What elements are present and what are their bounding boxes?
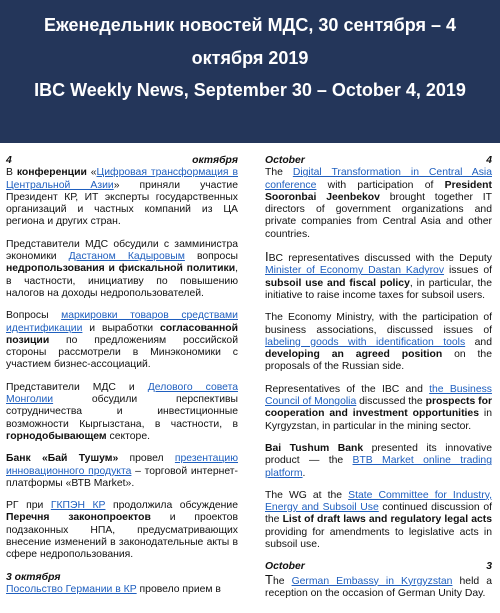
news-item: IBC representatives discussed with the Deputy Minister of Economy Dastan Kadyrov issues of subsoil use and fiscal policy, in particular, the initiative to raise income taxes for subsoil users. (265, 249, 492, 301)
date-heading (265, 155, 492, 167)
date-day: 4 (6, 155, 12, 166)
news-link[interactable]: the Business Council of Mongolia (265, 383, 492, 408)
date-heading (6, 155, 238, 167)
news-item: The Economy Ministry, with the participation of business associations, discussed issues of labeling goods with identification tools and developing an agreed position on the proposals of the Russian side. (265, 312, 492, 373)
title-ru-line1: Еженедельник новостей МДС, 30 сентября – 4 (43, 15, 457, 35)
news-item: Вопросы маркировки товаров средствами идентификации и выработки согласованной позиции по предложениям российской стороны рассмотрели в Минэкономики с участием бизнес-ассоциаций. (6, 310, 238, 371)
news-link[interactable]: Цифровая трансформация в Центральной Азии (6, 167, 238, 191)
news-link[interactable]: презентацию инновационного продукта (6, 453, 238, 477)
news-item: В конференции «Цифровая трансформация в Центральной Азии» приняли участие Президент КР, ИТ эксперты государственных организаций и частных компаний из ЦА региона и других стран. (6, 167, 238, 228)
news-link[interactable]: State Committee for Industry, Energy and Subsoil Use (265, 489, 493, 514)
news-item: The WG at the State Committee for Industry, Energy and Subsoil Use continued discussion of the List of draft laws and regulatory legal acts providing for amendments to legislative acts in subsoil use. (265, 489, 493, 551)
news-link[interactable]: ГКПЭН КР (50, 500, 106, 512)
date-month: October (265, 155, 305, 166)
news-link[interactable]: Посольство Германии в КР (6, 583, 137, 595)
news-item: РГ при ГКПЭН КР продолжила обсуждение Перечня законопроектов и проектов подзаконных НПА, предусматривающих внесение изменений в законодательные акты в сфере недропользования. (6, 500, 238, 561)
news-item: The Digital Transformation in Central Asia conference with participation of President Sooronbai Jeenbekov brought together IT directors of government organizations and private companies from Central Asia and other countries. (265, 167, 492, 240)
date-heading (265, 561, 492, 573)
news-item: Представители МДС и Делового совета Монголии обсудили перспективы сотрудничества и инвестиционные возможности Кыргызстана, в частности, в горнодобывающем секторе. (6, 381, 239, 442)
header-banner (0, 0, 500, 143)
english-column (265, 155, 492, 610)
title-ru-line2: октября 2019 (191, 48, 309, 68)
news-item: Банк «Бай Тушум» провел презентацию инновационного продукта – торговой интернет-платформы «ВТВ Market». (6, 453, 238, 489)
news-link[interactable]: labeling goods with identification tools (265, 336, 466, 348)
news-item: Представители МДС обсудили с замминистра экономики Дастаном Кадыровым вопросы недропользования и фискальной политики, в частности, инициативу по повышению налогов на доходы недропользователей. (6, 238, 238, 299)
news-item: The German Embassy in Kyrgyzstan held a reception on the occasion of German Unity Day. (265, 571, 492, 599)
date-day: 3 (486, 561, 492, 573)
date-heading: 3 октября (6, 571, 61, 583)
news-item: Representatives of the IBC and the Business Council of Mongolia discussed the prospects for cooperation and investment opportunities in Kyrgyzstan, in particular in the mining sector. (265, 383, 492, 432)
news-link[interactable]: Делового совета Монголии (6, 381, 239, 406)
title-en: IBC Weekly News, September 30 – October 4, 2019 (34, 80, 466, 100)
news-link[interactable]: маркировки товаров средствами идентификации (6, 310, 238, 334)
news-link[interactable]: Digital Transformation in Central Asia conference (265, 167, 492, 191)
news-link[interactable]: German Embassy in Kyrgyzstan (291, 575, 453, 587)
date-month: October (265, 561, 305, 573)
news-link[interactable]: BTB Market online trading platform (265, 455, 492, 479)
news-item: Посольство Германии в КР провело прием в (6, 583, 221, 595)
news-link[interactable]: Дастаном Кадыровым (68, 251, 185, 263)
date-day: 4 (486, 155, 492, 166)
russian-column (6, 155, 238, 606)
news-item: Bai Tushum Bank presented its innovative product — the BTB Market online trading platform. (265, 442, 492, 479)
date-month: октября (192, 155, 238, 166)
news-link[interactable]: Minister of Economy Dastan Kadyrov (265, 265, 445, 277)
